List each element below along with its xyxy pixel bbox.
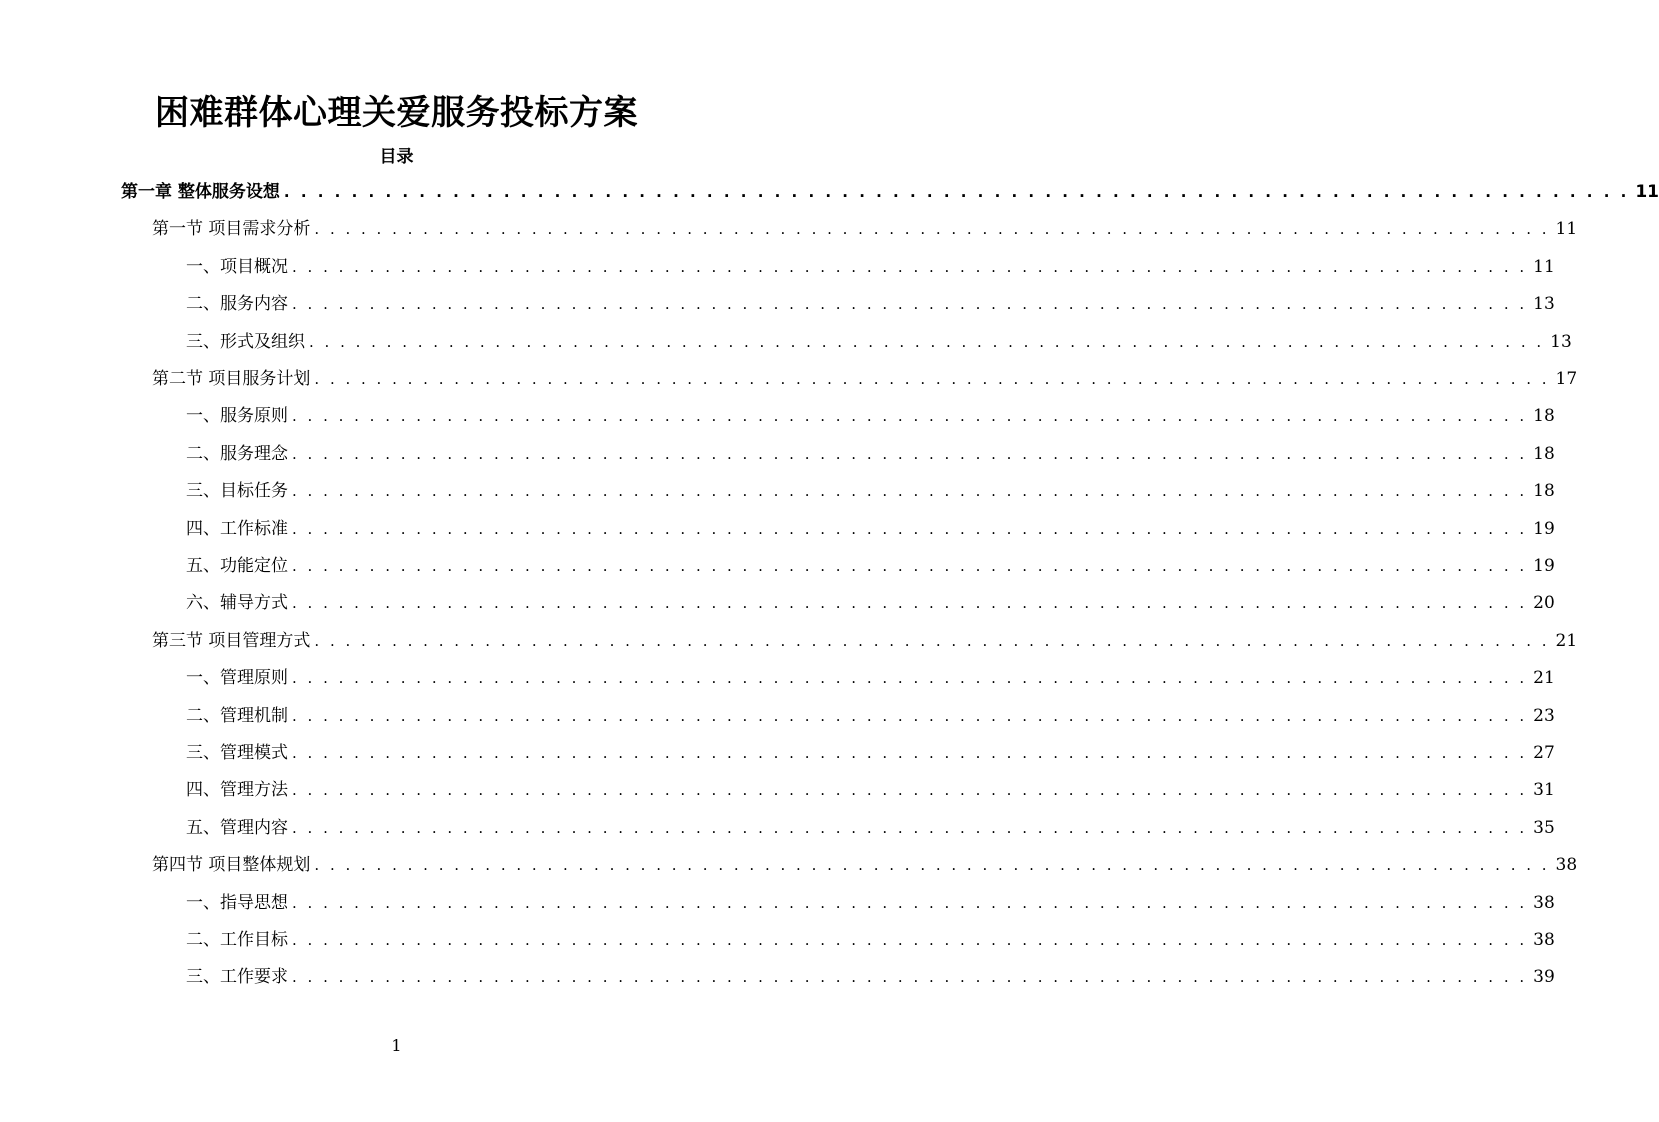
toc-leader-dots: . . . . . . . . . . . . . . . . . . . . . . . . . . . . . . . . . . . . . . . . . . . . . . . . . . . . . . . . . . . . . . . . . . . . . . . . . . . . . . . . bbox=[292, 594, 1528, 613]
toc-section-entry[interactable] bbox=[152, 213, 1578, 245]
toc-entry-title: 一、项目概况 bbox=[186, 256, 288, 277]
toc-subsection-entry[interactable] bbox=[186, 326, 1572, 358]
toc-entry-page: 19 bbox=[1533, 556, 1555, 576]
toc-leader-dots: . . . . . . . . . . . . . . . . . . . . . . . . . . . . . . . . . . . . . . . . . . . . . . . . . . . . . . . . . . . . . . . . . . . . . . . . . . . . . . . . bbox=[292, 557, 1528, 575]
toc-entry-title: 一、管理原则 bbox=[186, 668, 288, 689]
toc-subsection-entry[interactable] bbox=[186, 700, 1555, 732]
toc-chapter-entry[interactable] bbox=[121, 176, 1659, 208]
toc-entry-page: 13 bbox=[1533, 294, 1555, 315]
toc-entry-page: 11 bbox=[1635, 182, 1659, 202]
toc-entry-page: 11 bbox=[1533, 256, 1555, 277]
toc-entry-title: 四、管理方法 bbox=[186, 780, 288, 801]
toc-leader-dots: . . . . . . . . . . . . . . . . . . . . . . . . . . . . . . . . . . . . . . . . . . . . . . . . . . . . . . . . . . . . . . . . . . . . . . . . . . . . . . . . bbox=[292, 444, 1528, 463]
toc-entry-page: 21 bbox=[1555, 630, 1578, 651]
toc-entry-title: 五、功能定位 bbox=[186, 556, 288, 576]
toc-entry-title: 第二节 项目服务计划 bbox=[152, 369, 311, 389]
toc-entry-page: 39 bbox=[1533, 967, 1555, 988]
toc-heading: 目录 bbox=[379, 147, 414, 167]
toc-leader-dots: . . . . . . . . . . . . . . . . . . . . . . . . . . . . . . . . . . . . . . . . . . . . . . . . . . . . . . . . . . . . . . . . . . . . . . . . . . . . . . . . bbox=[314, 220, 1550, 239]
toc-leader-dots: . . . . . . . . . . . . . . . . . . . . . . . . . . . . . . . . . . . . . . . . . . . . . . . . . . . . . . . . . . . . . . . . . . . . . . . . . . . . . . . . bbox=[292, 482, 1528, 501]
toc-entry-page: 38 bbox=[1555, 855, 1578, 876]
toc-subsection-entry[interactable] bbox=[186, 438, 1555, 470]
toc-subsection-entry[interactable] bbox=[186, 587, 1555, 619]
toc-subsection-entry[interactable] bbox=[186, 475, 1555, 507]
toc-leader-dots: . . . . . . . . . . . . . . . . . . . . . . . . . . . . . . . . . . . . . . . . . . . . . . . . . . . . . . . . . . . . . . . . . . . . . . . . . . . . . . . . bbox=[292, 744, 1528, 762]
page-number: 1 bbox=[391, 1036, 402, 1055]
toc-leader-dots: . . . . . . . . . . . . . . . . . . . . . . . . . . . . . . . . . . . . . . . . . . . . . . . . . . . . . . . . . . . . . . . . . . . . . . . . . . . . . . . . bbox=[292, 931, 1528, 949]
toc-entry-title: 一、指导思想 bbox=[186, 892, 288, 913]
toc-subsection-entry[interactable] bbox=[186, 812, 1555, 844]
toc-entry-page: 19 bbox=[1533, 518, 1555, 539]
toc-entry-page: 21 bbox=[1533, 668, 1555, 689]
toc-leader-dots: . . . . . . . . . . . . . . . . . . . . . . . . . . . . . . . . . . . . . . . . . . . . . . . . . . . . . . . . . . . . . . . . . . . . . . . . . . . . . . . . bbox=[314, 370, 1550, 388]
toc-entry-page: 18 bbox=[1533, 443, 1555, 464]
toc-subsection-entry[interactable] bbox=[186, 774, 1555, 806]
toc-subsection-entry[interactable] bbox=[186, 887, 1555, 919]
toc-subsection-entry[interactable] bbox=[186, 251, 1555, 283]
toc-entry-title: 第三节 项目管理方式 bbox=[152, 630, 311, 651]
toc-entry-page: 23 bbox=[1533, 705, 1555, 726]
toc-entry-page: 18 bbox=[1533, 406, 1555, 427]
toc-entry-page: 18 bbox=[1533, 481, 1555, 502]
toc-leader-dots: . . . . . . . . . . . . . . . . . . . . . . . . . . . . . . . . . . . . . . . . . . . . . . . . . . . . . . . . . . . . . . . . . . . . . . . . . . . . . . . . bbox=[292, 706, 1528, 725]
toc-subsection-entry[interactable] bbox=[186, 288, 1555, 320]
toc-section-entry[interactable] bbox=[152, 625, 1578, 657]
toc-subsection-entry[interactable] bbox=[186, 662, 1555, 694]
toc-entry-title: 六、辅导方式 bbox=[186, 593, 288, 614]
toc-entry-title: 第四节 项目整体规划 bbox=[152, 855, 311, 876]
toc-entry-title: 三、管理模式 bbox=[186, 743, 288, 763]
toc-leader-dots: . . . . . . . . . . . . . . . . . . . . . . . . . . . . . . . . . . . . . . . . . . . . . . . . . . . . . . . . . . . . . . . . . . . . . . . . . . . . . . . . bbox=[292, 781, 1528, 800]
toc-entry-title: 三、工作要求 bbox=[186, 967, 288, 988]
toc-subsection-entry[interactable] bbox=[186, 513, 1555, 545]
toc-entry-page: 31 bbox=[1533, 780, 1555, 801]
toc-entry-page: 35 bbox=[1533, 817, 1555, 838]
toc-leader-dots: . . . . . . . . . . . . . . . . . . . . . . . . . . . . . . . . . . . . . . . . . . . . . . . . . . . . . . . . . . . . . . . . . . . . . . . . . . . . . . . . bbox=[292, 295, 1528, 314]
toc-entry-title: 一、服务原则 bbox=[186, 406, 288, 427]
toc-entry-title: 四、工作标准 bbox=[186, 518, 288, 539]
toc-entry-page: 17 bbox=[1555, 369, 1578, 389]
toc-section-entry[interactable] bbox=[152, 849, 1578, 881]
toc-entry-page: 11 bbox=[1555, 219, 1578, 240]
toc-subsection-entry[interactable] bbox=[186, 961, 1555, 993]
toc-entry-page: 38 bbox=[1533, 892, 1555, 913]
toc-leader-dots: . . . . . . . . . . . . . . . . . . . . . . . . . . . . . . . . . . . . . . . . . . . . . . . . . . . . . . . . . . . . . . . . . . . . . . . . . . . . . . . . bbox=[292, 818, 1528, 837]
toc-leader-dots: . . . . . . . . . . . . . . . . . . . . . . . . . . . . . . . . . . . . . . . . . . . . . . . . . . . . . . . . . . . . . . . . . . . . . . . . . . . . . . . . bbox=[292, 407, 1528, 426]
toc-entry-title: 第一节 项目需求分析 bbox=[152, 219, 311, 240]
toc-entry-title: 五、管理内容 bbox=[186, 817, 288, 838]
toc-leader-dots: . . . . . . . . . . . . . . . . . . . . . . . . . . . . . . . . . . . . . . . . . . . . . . . . . . . . . . . . . . . . . . . . . . . . . . . . . . . . . . . . bbox=[292, 893, 1528, 912]
toc-subsection-entry[interactable] bbox=[186, 400, 1555, 432]
toc-entry-title: 第一章 整体服务设想 bbox=[121, 182, 280, 202]
toc-subsection-entry[interactable] bbox=[186, 924, 1555, 956]
toc-leader-dots: . . . . . . . . . . . . . . . . . . . . . . . . . . . . . . . . . . . . . . . . . . . . . . . . . . . . . . . . . . . . . . . . . . . . . . . . . . . . . . . . bbox=[292, 257, 1528, 276]
document-title: 困难群体心理关爱服务投标方案 bbox=[155, 93, 638, 133]
toc-section-entry[interactable] bbox=[152, 363, 1578, 395]
toc-leader-dots: . . . . . . . . . . . . . . . . . . . . . . . . . . . . . . . . . . . . . . . . . . . . . . . . . . . . . . . . . . . . . . . . . . . . . . . . . . . . . . . . bbox=[314, 856, 1550, 875]
toc-entry-title: 二、工作目标 bbox=[186, 930, 288, 950]
toc-leader-dots: . . . . . . . . . . . . . . . . . . . . . . . . . . . . . . . . . . . . . . . . . . . . . . . . . . . . . . . . . . . . . . . . . . . . . . . . . . . . . . . . bbox=[314, 631, 1550, 650]
toc-entry-title: 二、服务理念 bbox=[186, 443, 288, 464]
toc-entry-page: 20 bbox=[1533, 593, 1555, 614]
toc-leader-dots: . . . . . . . . . . . . . . . . . . . . . . . . . . . . . . . . . . . . . . . . . . . . . . . . . . . . . . . . . . . . . . . . . . . . . . . . . . . . . . . . bbox=[292, 968, 1528, 987]
toc-subsection-entry[interactable] bbox=[186, 550, 1555, 582]
toc-leader-dots: . . . . . . . . . . . . . . . . . . . . . . . . . . . . . . . . . . . . . . . . . . . . . . . . . . . . . . . . . . . . . . . . . . . . . . . . . . . . . . . . bbox=[309, 332, 1545, 351]
toc-leader-dots: . . . . . . . . . . . . . . . . . . . . . . . . . . . . . . . . . . . . . . . . . . . . . . . . . . . . . . . . . . . . . . . . . . . . . . . . . . . . . . . . bbox=[283, 183, 1630, 201]
toc-entry-title: 二、管理机制 bbox=[186, 705, 288, 726]
toc-entry-page: 13 bbox=[1550, 331, 1572, 352]
toc-entry-title: 三、形式及组织 bbox=[186, 331, 305, 352]
toc-entry-title: 二、服务内容 bbox=[186, 294, 288, 315]
toc-leader-dots: . . . . . . . . . . . . . . . . . . . . . . . . . . . . . . . . . . . . . . . . . . . . . . . . . . . . . . . . . . . . . . . . . . . . . . . . . . . . . . . . bbox=[292, 519, 1528, 538]
toc-entry-title: 三、目标任务 bbox=[186, 481, 288, 502]
toc-subsection-entry[interactable] bbox=[186, 737, 1555, 769]
toc-entry-page: 27 bbox=[1533, 743, 1555, 763]
toc-entry-page: 38 bbox=[1533, 930, 1555, 950]
toc-leader-dots: . . . . . . . . . . . . . . . . . . . . . . . . . . . . . . . . . . . . . . . . . . . . . . . . . . . . . . . . . . . . . . . . . . . . . . . . . . . . . . . . bbox=[292, 669, 1528, 688]
